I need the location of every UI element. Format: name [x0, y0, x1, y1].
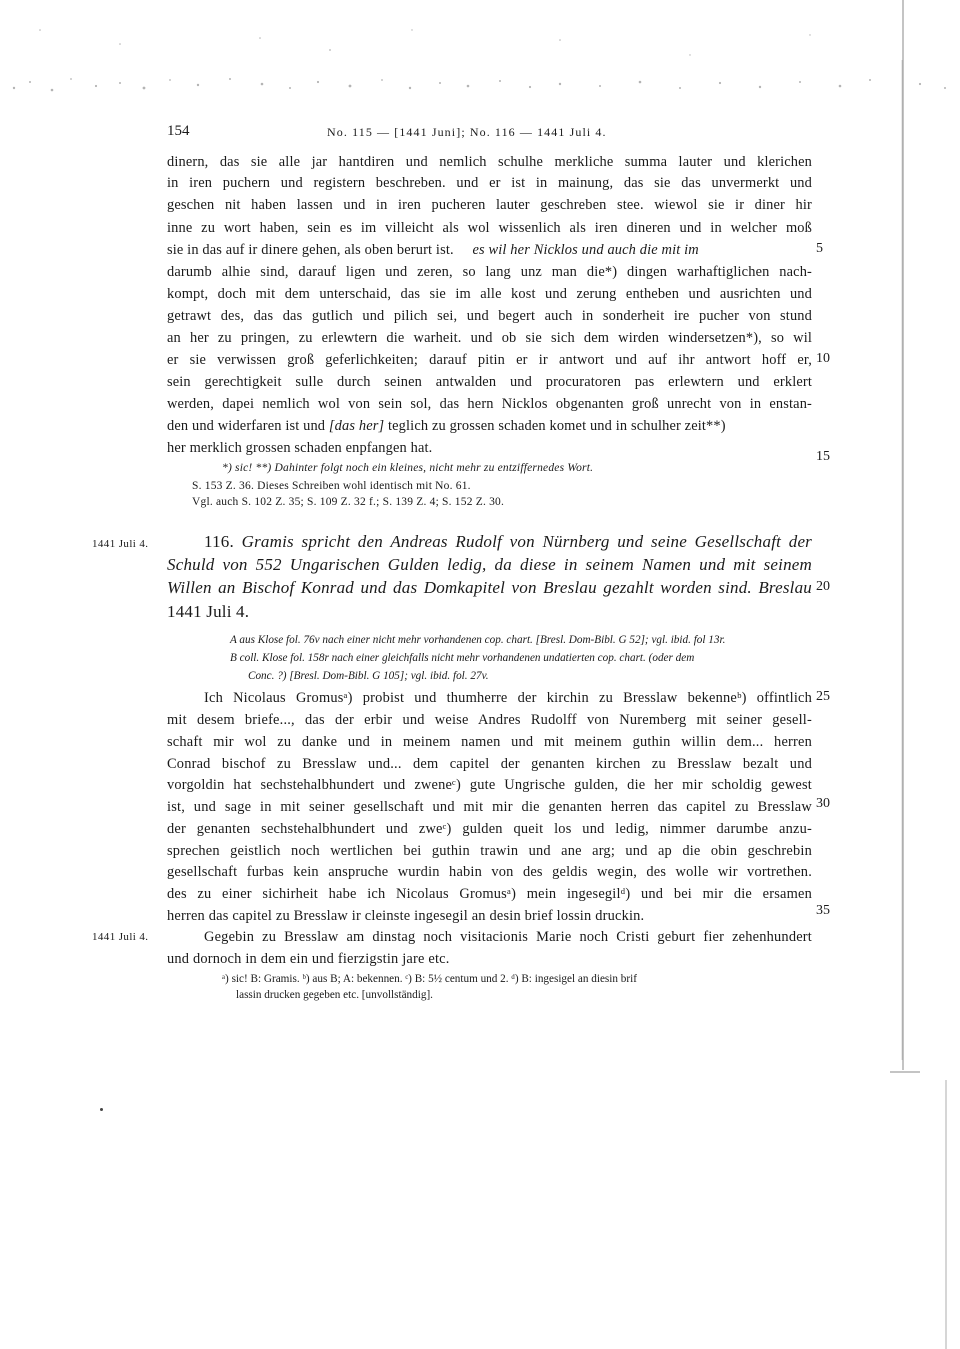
text-line: in iren puchern und registern beschreben. und er ist in mainung, das sie das unvermerkt und: [167, 175, 812, 191]
text-line: kompt, doch mit dem unterschaid, das sie im alle kost und zerung entheben und ausrichten und: [167, 286, 812, 302]
page-edge-right: [880, 0, 960, 1349]
text-line: der genanten sechstehalbhundert und zweᶜ) gulden queit los und ledig, nimmer darumbe anzu-: [167, 821, 812, 837]
text-fragment: teglich zu grossen schaden komet und in schulher zeit**): [388, 418, 726, 434]
scan-noise-top: [0, 0, 960, 110]
text-line: an her zu pringen, zu erlewtern die warheit. und ob sie sich dem wirden windersetzen*), so wil: [167, 330, 812, 346]
regest-line: Willen an Bischof Konrad und das Domkapitel von Breslau gezahlt worden sind. Breslau: [167, 578, 812, 597]
text-line: er sie verwissen groß geferlichkeiten; darauf pitin er ir antwort und auf ihr antwort hoff er,: [167, 352, 812, 368]
text-line: darumb alhie sind, darauf ligen und zeren, so lang unz man die*) dingen warhaftiglichen nach-: [167, 264, 812, 280]
line-number: 15: [816, 449, 830, 464]
running-head: No. 115 — [1441 Juni]; No. 116 — 1441 Juli 4.: [327, 125, 607, 139]
text-line: und dornoch in dem ein und fierzigstin jare etc.: [167, 951, 450, 967]
text-line: vorgoldin hat sechstehalbhundert und zweneᶜ) gute Ungrische gulden, die her mir scholdig gewest: [167, 777, 812, 793]
regest-date: [167, 600, 249, 624]
text-line: schaft mir wol zu danke und in meinem namen und mit meinem guthin willin dem... herren: [167, 734, 812, 750]
text-fragment: sie in das auf ir dinere gehen, als oben berurt ist.: [167, 242, 454, 258]
regest-line: Schuld von 552 Ungarischen Gulden ledig, da diese in seinem Namen und mit seinem: [167, 555, 812, 574]
text-line: des zu einer sichirheit habe ich Nicolaus Gromusᵃ) mein ingesegilᵈ) und bei mir die ersamen: [167, 886, 812, 902]
note-line: ᵃ) sic! B: Gramis. ᵇ) aus B; A: bekennen. ᶜ) B: 5½ centum und 2. ᵈ) B: ingesigel an diesin brif: [222, 973, 637, 985]
line-number: 30: [816, 796, 830, 811]
margin-date: 1441 Juli 4.: [92, 538, 149, 550]
text-line: gesellschaft furbas kein anspruche wurdin habin von des geldis wegin, des wolle wir vortrethen.: [167, 864, 812, 880]
line-number: 10: [816, 351, 830, 366]
text-line: [167, 240, 699, 260]
text-line: Gegebin zu Bresslaw am dinstag noch visitacionis Marie noch Cristi geburt fier zehenhundert: [204, 929, 812, 945]
text-line: dinern, das sie alle jar hantdiren und nemlich schulhe merkliche summa lauter und klerichen: [167, 154, 812, 170]
italic-insert: es wil her Nicklos und auch die mit im: [472, 242, 699, 258]
note-line: lassin drucken gegeben etc. [unvollständig].: [236, 989, 433, 1001]
regest-text: Gramis spricht den Andreas Rudolf von Nürnberg und seine Gesellschaft der: [241, 532, 812, 551]
text-fragment: den und widerfaren ist und: [167, 418, 326, 434]
regest-line: [204, 530, 812, 554]
document-number: 116.: [204, 532, 234, 551]
text-line: sprechen geistlich noch wertlichen bei guthin trawin und ane arg; und ap die obin geschrebin: [167, 843, 812, 859]
text-line: Ich Nicolaus Gromusᵃ) probist und thumherre der kirchin zu Bresslaw bekenneᵇ) offintlich: [204, 690, 812, 706]
scan-speck: [100, 1108, 103, 1111]
page-number: 154: [167, 123, 190, 139]
text-line: werden, dapei nemlich wol von sein sol, das hern Nicklos obgenanten groß unrecht von in enstan-: [167, 396, 812, 412]
source-line: Conc. ?) [Bresl. Dom-Bibl. G 105]; vgl. ibid. fol. 27v.: [248, 670, 489, 682]
editorial-bracket: [das her]: [328, 418, 385, 434]
line-number: 5: [816, 241, 823, 256]
source-line: A aus Klose fol. 76v nach einer nicht mehr vorhandenen cop. chart. [Bresl. Dom-Bibl. G 52]; vgl. ibid. fol 13r.: [230, 634, 726, 646]
text-line: getrawt des, das das gutlich und pilich sei, und begert auch in sonderheit ire pucher von stund: [167, 308, 812, 324]
page-header: [0, 123, 960, 147]
reference-line: Vgl. auch S. 102 Z. 35; S. 109 Z. 32 f.; S. 139 Z. 4; S. 152 Z. 30.: [192, 496, 505, 508]
reference-line: S. 153 Z. 36. Dieses Schreiben wohl identisch mit No. 61.: [192, 480, 471, 492]
footnote: *) sic! **) Dahinter folgt noch ein kleines, nicht mehr zu entziffernedes Wort.: [222, 462, 594, 474]
text-line: [167, 416, 726, 436]
text-line: her merklich grossen schaden enpfangen hat.: [167, 440, 433, 456]
text-line: inne zu wort haben, sein es im villeicht als wol wissenlich als iren dineren und in welcher moß: [167, 220, 812, 236]
text-line: mit desem briefe..., das der erbir und weise Andres Rudolff von Nuremberg mit seiner gesell-: [167, 712, 812, 728]
text-line: sein gerechtigkeit sulle durch seinen antwalden und procuratoren pas erlewtern und erklert: [167, 374, 812, 390]
line-number: 20: [816, 579, 830, 594]
text-line: Conrad bischof zu Bresslaw und... dem capitel der genanten kirchen zu Bresslaw bezalt und: [167, 756, 812, 772]
margin-date: 1441 Juli 4.: [92, 931, 149, 943]
text-line: herren das capitel zu Bresslaw ir cleinste ingesegil an desin brief lossin druckin.: [167, 908, 645, 924]
text-line: ist, und sage in mit seiner gesellschaft und mit mir die genanten herren das capitel zu Bresslaw: [167, 799, 812, 815]
text-line: geschen nit haben lassen und in iren pucheren lauter geschreben stee. wiewol sie ir diner hir: [167, 197, 812, 213]
line-number: 35: [816, 903, 830, 918]
line-number: 25: [816, 689, 830, 704]
regest-date-text: 1441 Juli 4.: [167, 602, 250, 621]
source-line: B coll. Klose fol. 158r nach einer gleichfalls nicht mehr vorhandenen undatierten cop. chart. (oder dem: [230, 652, 695, 664]
